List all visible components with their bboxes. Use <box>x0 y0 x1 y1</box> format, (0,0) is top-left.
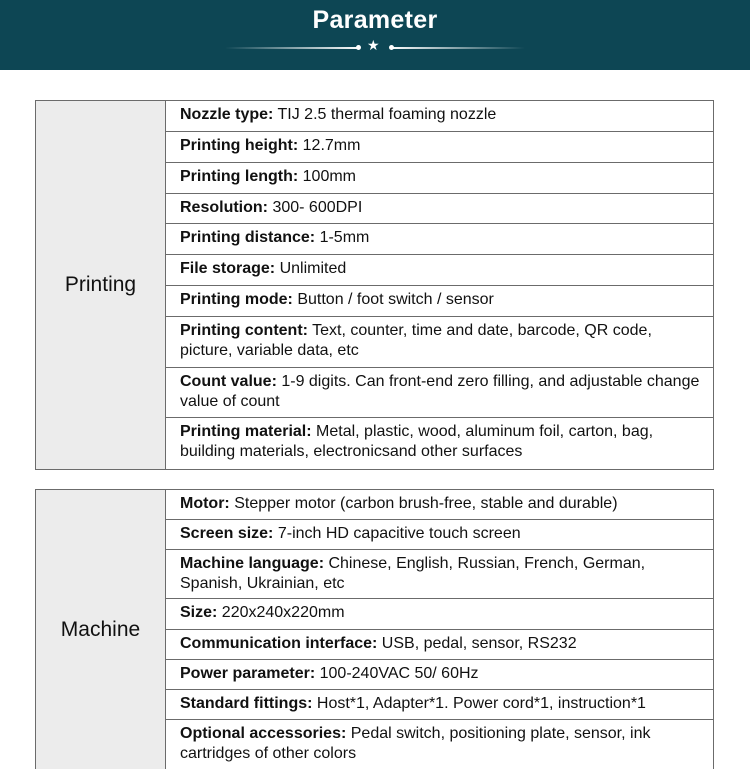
spec-label: Count value: <box>180 372 277 390</box>
spec-row <box>166 490 713 520</box>
spec-label: Printing mode: <box>180 291 293 309</box>
spec-row <box>166 418 713 469</box>
spec-rows <box>166 101 713 469</box>
category-label: Printing <box>36 101 166 469</box>
spec-row <box>166 163 713 194</box>
spec-row <box>166 224 713 255</box>
spec-value: 300- 600DPI <box>268 198 363 216</box>
category-label: Machine <box>36 490 166 769</box>
divider-line-right <box>390 47 525 49</box>
spec-row <box>166 132 713 163</box>
spec-label: Printing material: <box>180 423 312 441</box>
spec-value: Unlimited <box>275 260 347 278</box>
spec-value: 1-5mm <box>315 229 370 247</box>
spec-label: Screen size: <box>180 525 274 543</box>
machine-spec-table <box>35 489 714 769</box>
spec-row <box>166 255 713 286</box>
spec-row <box>166 101 713 132</box>
spec-row <box>166 520 713 550</box>
spec-rows <box>166 490 713 769</box>
spec-label: Printing distance: <box>180 229 316 247</box>
spec-value: 220x240x220mm <box>217 604 345 622</box>
spec-label: Optional accessories: <box>180 724 347 742</box>
divider-dot-left <box>356 45 361 50</box>
spec-label: Printing content: <box>180 321 308 339</box>
spec-value: 100-240VAC 50/ 60Hz <box>315 664 479 682</box>
spec-row <box>166 690 713 720</box>
spec-label: Motor: <box>180 495 230 512</box>
spec-row <box>166 194 713 225</box>
spec-label: Printing height: <box>180 136 299 154</box>
star-divider-icon <box>225 40 525 56</box>
spec-value: 7-inch HD capacitive touch screen <box>273 525 521 543</box>
page-title: Parameter <box>312 6 438 34</box>
printing-spec-table <box>35 100 714 470</box>
spec-row <box>166 550 713 599</box>
spec-label: Standard fittings: <box>180 694 313 712</box>
spec-label: Printing length: <box>180 167 299 185</box>
spec-value: TIJ 2.5 thermal foaming nozzle <box>273 106 497 123</box>
spec-value: Text, counter, time and date, barcode, QR code, picture, variable data, etc <box>180 321 652 359</box>
spec-label: Power parameter: <box>180 664 316 682</box>
spec-row <box>166 630 713 660</box>
spec-label: Machine language: <box>180 555 325 573</box>
spec-value: 12.7mm <box>298 136 361 154</box>
spec-label: Size: <box>180 604 218 622</box>
spec-row <box>166 368 713 419</box>
spec-value: USB, pedal, sensor, RS232 <box>377 634 577 652</box>
spec-row <box>166 599 713 629</box>
spec-value: 1-9 digits. Can front-end zero filling, and adjustable change value of count <box>180 372 700 410</box>
spec-label: Nozzle type: <box>180 106 274 123</box>
spec-row <box>166 720 713 769</box>
spec-value: Button / foot switch / sensor <box>292 291 494 309</box>
spec-label: Resolution: <box>180 198 268 216</box>
spec-value: Stepper motor (carbon brush-free, stable and durable) <box>229 495 618 512</box>
spec-value: Host*1, Adapter*1. Power cord*1, instruction*1 <box>312 694 646 712</box>
spec-value: Pedal switch, positioning plate, sensor, ink cartridges of other colors <box>180 724 651 762</box>
spec-label: Communication interface: <box>180 634 378 652</box>
star-icon: ★ <box>367 38 380 54</box>
spec-row <box>166 286 713 317</box>
spec-row <box>166 317 713 368</box>
spec-value: Chinese, English, Russian, French, German, Spanish, Ukrainian, etc <box>180 555 646 593</box>
spec-value: 100mm <box>298 167 356 185</box>
divider-line-left <box>225 47 360 49</box>
spec-value: Metal, plastic, wood, aluminum foil, carton, bag, building materials, electronicsand other surfaces <box>180 423 654 461</box>
page-header <box>0 0 750 70</box>
spec-label: File storage: <box>180 260 276 278</box>
spec-row <box>166 660 713 690</box>
